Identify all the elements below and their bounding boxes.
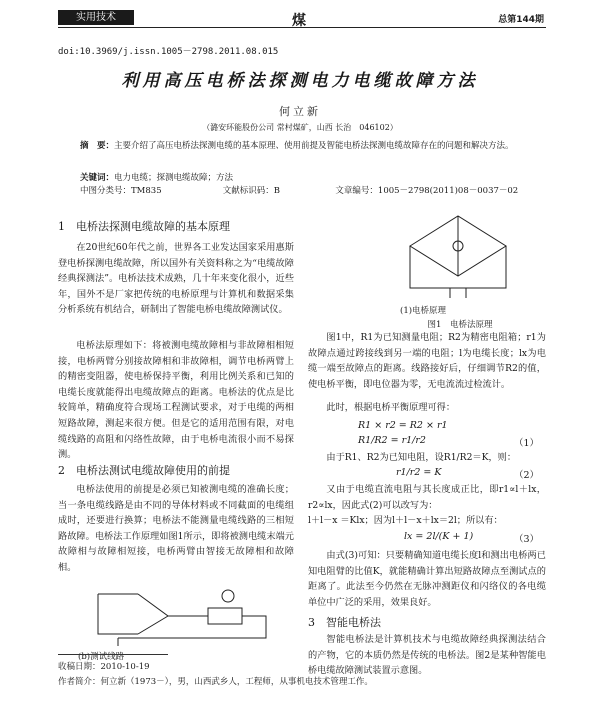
author: 何立新 — [279, 105, 321, 118]
paragraph-known-resistors: 由于R1、R2为已知电阻，设R1/R2＝K，则： — [326, 452, 517, 463]
affiliation: （潞安环能股份公司 常村煤矿，山西 长治 046102） — [202, 123, 398, 132]
article-number: 文章编号：1005－2798(2011)08－0037－02 — [335, 186, 519, 196]
received-date: 收稿日期：2010-10-19 — [58, 662, 150, 672]
abstract — [80, 140, 548, 153]
paragraph-variables: 图1中，R1为已知测量电阻；R2为精密电阻箱；r1为故障点通过跨接线到另一端的电阻；l为电缆长度；lx为电缆一端至故障点的距离。线路接好后，仔细调节R2的值，使电桥平衡，即电位器为零，无电流流过检流计。 — [308, 332, 546, 390]
issue-number: 总第144期 — [498, 15, 544, 25]
figure-1-label: 图1 电桥法原理 — [427, 320, 493, 330]
abstract-label: 摘 要： — [80, 141, 115, 151]
figure-1a-caption: (1)电桥原理 — [400, 306, 447, 316]
column-tag: 实用技术 — [58, 10, 134, 25]
classification — [80, 184, 550, 196]
abstract-text: 主要介绍了高压电桥法探测电缆的基本原理、使用前提及智能电桥法探测电缆故障存在的问题和解决方法。 — [114, 141, 514, 151]
section-1-heading: 1 电桥法探测电缆故障的基本原理 — [58, 220, 230, 233]
footnote-rule — [58, 654, 168, 655]
section-2-paragraph-1: 电桥法使用的前提是必须已知被测电缆的准确长度；当一条电缆线路是由不同的导体材料或不同截面的电缆组成时，还要进行换算；电桥法不能测量电缆线路的三相短路故障。电桥法工作原理如图1所示，即将被测电缆末端元故障相与故障相短接，电桥两臂由智接无故障相和故障相。 — [58, 484, 294, 573]
keywords-label: 关键词： — [80, 173, 115, 183]
author-bio: 作者简介：何立新（1973－），男，山西武乡人，工程师，从事机电技术管理工作。 — [58, 677, 373, 687]
equation-3-number: （3） — [514, 534, 540, 545]
clc-number: 中图分类号：TM835 — [80, 186, 162, 196]
header-rule — [58, 27, 546, 28]
section-2-heading: 2 电桥法测试电缆故障使用的前提 — [58, 464, 230, 477]
paragraph-balance: 此时，根据电桥平衡原理可得： — [326, 402, 456, 413]
equation-1a: R1 × r2 = R2 × r1 — [358, 420, 448, 431]
equation-2-number: （2） — [514, 470, 540, 481]
equation-1-number: （1） — [514, 438, 540, 449]
section-1-paragraph-1: 在20世纪60年代之前，世界各工业发达国家采用惠斯登电桥探测电缆故障，所以国外有关资料称之为“电缆故障经典探测法”。电桥法技术成熟，几十年来变化很小，近些年，国外不是厂家把传统的电桥原理与计算机和数据采集分析系统有机结合，研制出了智能电桥电缆故障测试仪。 — [58, 242, 294, 316]
equation-3: lx = 2l/(K + 1) — [404, 531, 474, 542]
paragraph-proportional: 又由于电缆直流电阻与其长度成正比，即r1∝l＋lx，r2∝lx，因此式(2)可以改写为： — [308, 484, 546, 511]
section-3-paragraph-1: 智能电桥法是计算机技术与电缆故障经典探测法结合的产物，它的本质仍然是传统的电桥法。图2是某种智能电桥电缆故障测试装置示意图。 — [308, 634, 546, 677]
circuit-diagram-bridge — [400, 208, 520, 303]
paper-title: 利用高压电桥法探测电力电缆故障方法 — [121, 71, 479, 91]
document-code: 文献标识码：B — [222, 186, 280, 196]
equation-2: r1/r2 = K — [396, 467, 442, 478]
keywords — [80, 171, 548, 183]
figure-1b-caption: (b)测试线路 — [78, 652, 125, 662]
keywords-text: 电力电缆；探测电缆故障；方法 — [114, 173, 234, 183]
circuit-diagram-test-line — [78, 586, 278, 652]
paragraph-rewrite: l＋l－x ＝Klx；因为l＋l－x＋lx＝2l；所以有： — [308, 515, 503, 526]
doi: doi:10.3969/j.issn.1005－2798.2011.08.015 — [58, 47, 279, 57]
paragraph-conclusion: 由式(3)可知：只要精确知道电缆长度l和测出电桥两已知电阻臂的比值K，就能精确计算出短路故障点至测试点的距离了。此法至今仍然在无脉冲测距仪和闪络仪的各电缆单位中广泛的采用，效果良好。 — [308, 550, 546, 608]
section-3-heading: 3 智能电桥法 — [308, 616, 381, 629]
equation-1b: R1/R2 = r1/r2 — [358, 435, 426, 446]
journal-mark: 煤 — [292, 13, 306, 29]
section-1-paragraph-2: 电桥法原理如下：将被测电缆故障相与非故障相相短接，电桥两臂分别接故障相和非故障相，调节电桥两臂上的精密变阻器，使电桥保持平衡，利用比例关系和已知的电缆长度就能得出电缆故障点的距离。电桥法的优点是比较简单，精确度符合现场工程测试要求，对于电缆的两相短路故障，测起来很方便。但是它的适用范围有限，对电缆线路的高阻和闪络性故障，由于电桥电流很小而不易探测。 — [58, 340, 294, 461]
